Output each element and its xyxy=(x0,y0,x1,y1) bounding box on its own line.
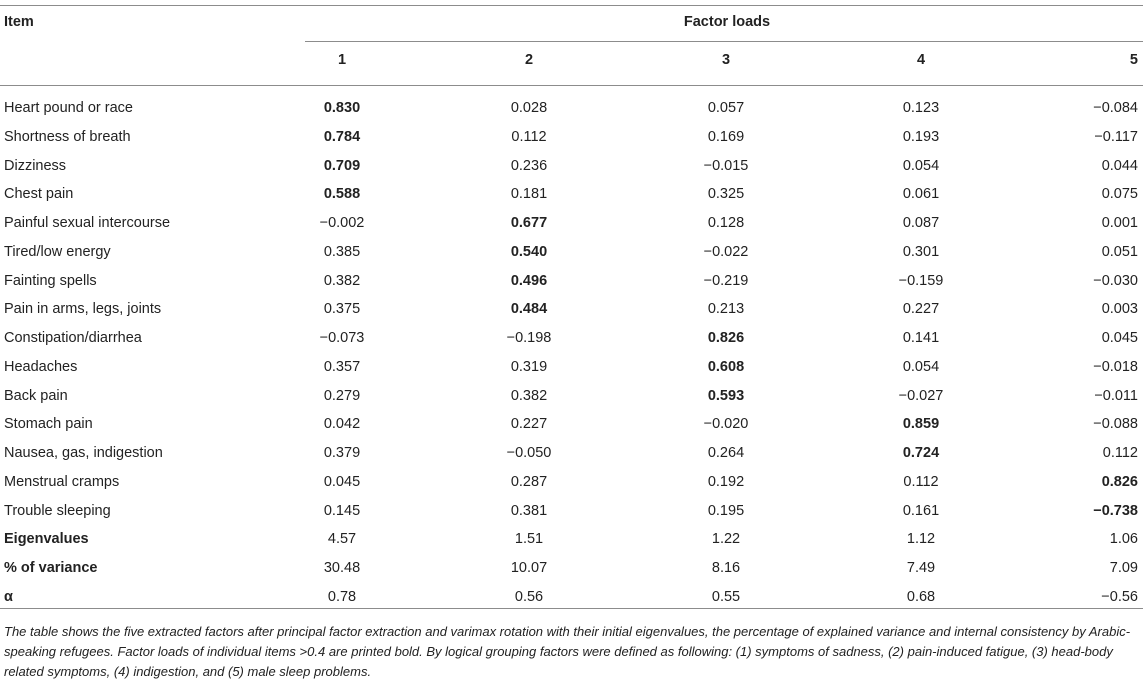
table-cell: −0.073 xyxy=(319,330,365,346)
row-label: α xyxy=(4,588,13,605)
table-cell: 0.677 xyxy=(510,215,548,231)
row-label: Stomach pain xyxy=(4,416,93,433)
factor-loads-header: Factor loads xyxy=(683,14,771,30)
table-cell: 0.484 xyxy=(510,301,548,318)
header-rule xyxy=(0,85,1143,86)
table-cell: 0.075 xyxy=(1101,186,1138,203)
table-cell: 0.826 xyxy=(1101,473,1138,490)
top-rule xyxy=(0,5,1143,6)
table-cell: −0.022 xyxy=(703,243,749,260)
table-cell: 0.227 xyxy=(510,416,548,433)
table-cell: 0.830 xyxy=(323,100,361,116)
table-cell: −0.020 xyxy=(703,416,749,433)
table-cell: −0.084 xyxy=(1093,100,1138,116)
table-cell: 0.028 xyxy=(510,100,548,116)
table-cell: 0.381 xyxy=(510,502,548,519)
table-cell: 0.608 xyxy=(707,358,745,375)
table-cell: 0.195 xyxy=(707,502,745,519)
table-cell: 0.112 xyxy=(511,128,547,145)
row-label: Nausea, gas, indigestion xyxy=(4,445,163,461)
row-label: Dizziness xyxy=(4,157,67,174)
table-cell: −0.56 xyxy=(1101,588,1138,605)
factor-header-3: 3 xyxy=(721,52,731,68)
row-label: Constipation/diarrhea xyxy=(4,330,142,346)
table-cell: 0.169 xyxy=(707,128,745,145)
table-cell: −0.117 xyxy=(1094,128,1138,145)
table-cell: 0.213 xyxy=(707,301,745,318)
row-label: Fainting spells xyxy=(4,272,97,289)
row-label: Pain in arms, legs, joints xyxy=(4,301,162,318)
table-cell: 30.48 xyxy=(323,560,361,576)
group-rule xyxy=(305,41,1143,42)
table-cell: 0.054 xyxy=(902,157,940,174)
table-cell: −0.011 xyxy=(1094,387,1138,404)
table-cell: 0.382 xyxy=(510,387,548,404)
table-cell: 0.55 xyxy=(711,588,741,605)
table-cell: 0.044 xyxy=(1101,157,1138,174)
row-label: Headaches xyxy=(4,358,78,375)
table-cell: 0.057 xyxy=(707,100,745,116)
table-cell: 0.128 xyxy=(707,215,745,231)
row-label: Tired/low energy xyxy=(4,243,111,260)
table-cell: 7.09 xyxy=(1109,560,1138,576)
table-cell: 0.001 xyxy=(1101,215,1138,231)
table-cell: −0.159 xyxy=(898,272,944,289)
table-cell: 0.112 xyxy=(1102,445,1138,461)
table-cell: 0.279 xyxy=(323,387,361,404)
table-cell: 0.181 xyxy=(510,186,548,203)
row-label: % of variance xyxy=(4,560,98,576)
table-cell: 0.385 xyxy=(323,243,361,260)
table-cell: 0.784 xyxy=(323,128,361,145)
table-cell: 0.859 xyxy=(902,416,940,433)
table-cell: −0.198 xyxy=(506,330,552,346)
table-cell: 0.319 xyxy=(510,358,548,375)
row-label: Painful sexual intercourse xyxy=(4,215,171,231)
table-cell: 0.379 xyxy=(323,445,361,461)
table-cell: 0.227 xyxy=(902,301,940,318)
table-cell: −0.002 xyxy=(319,215,365,231)
row-label: Back pain xyxy=(4,387,68,404)
row-label: Chest pain xyxy=(4,186,74,203)
table-cell: 0.588 xyxy=(323,186,361,203)
table-footnote: The table shows the five extracted factors after principal factor extraction and varimax rotation with their initial eigenvalues, the percentage of explained variance and internal consistency by Arabic-speaking refugees. Factor loads of individual items >0.4 are printed bold. By logical grouping factors were defined as following: (1) symptoms of sadness, (2) pain-induced fatigue, (3) head-body related symptoms, (4) indigestion, and (5) male sleep problems. xyxy=(4,624,1131,679)
table-cell: 0.724 xyxy=(902,445,940,461)
table-cell: −0.219 xyxy=(703,272,749,289)
table-cell: 0.375 xyxy=(323,301,361,318)
table-cell: 0.78 xyxy=(327,588,357,605)
table-cell: 0.193 xyxy=(902,128,940,145)
table-cell: 0.56 xyxy=(514,588,544,605)
table-cell: 1.12 xyxy=(906,531,936,548)
table-cell: −0.030 xyxy=(1093,272,1138,289)
factor-header-5: 5 xyxy=(1129,52,1138,68)
table-cell: −0.027 xyxy=(898,387,944,404)
table-cell: 0.709 xyxy=(323,157,361,174)
table-cell: −0.050 xyxy=(506,445,552,461)
table-cell: −0.738 xyxy=(1093,502,1138,519)
table-cell: 0.054 xyxy=(902,358,940,375)
table-cell: 0.145 xyxy=(323,502,361,519)
table-cell: 10.07 xyxy=(510,560,548,576)
factor-header-1: 1 xyxy=(337,52,347,68)
table-cell: 0.325 xyxy=(707,186,745,203)
table-cell: 1.06 xyxy=(1109,531,1138,548)
row-label: Trouble sleeping xyxy=(4,502,111,519)
factor-header-4: 4 xyxy=(916,52,926,68)
table-cell: 0.264 xyxy=(707,445,745,461)
table-cell: −0.018 xyxy=(1093,358,1138,375)
table-cell: 0.123 xyxy=(902,100,940,116)
table-cell: 0.061 xyxy=(902,186,940,203)
table-cell: 0.112 xyxy=(903,473,939,490)
factor-header-2: 2 xyxy=(524,52,534,68)
table-cell: 0.540 xyxy=(510,243,548,260)
table-cell: 0.045 xyxy=(323,473,361,490)
table-cell: 0.051 xyxy=(1101,243,1138,260)
table-cell: −0.015 xyxy=(703,157,749,174)
table-cell: 0.593 xyxy=(707,387,745,404)
table-cell: 0.826 xyxy=(707,330,745,346)
table-cell: 0.087 xyxy=(902,215,940,231)
row-label: Shortness of breath xyxy=(4,128,131,145)
table-cell: 0.042 xyxy=(323,416,361,433)
table-cell: 1.51 xyxy=(514,531,544,548)
item-column-header: Item xyxy=(4,14,34,30)
table-cell: 0.68 xyxy=(906,588,936,605)
table-cell: 0.161 xyxy=(902,502,940,519)
table-cell: 0.301 xyxy=(902,243,940,260)
bottom-rule xyxy=(0,608,1143,609)
table-cell: −0.088 xyxy=(1093,416,1138,433)
row-label: Heart pound or race xyxy=(4,100,133,116)
table-cell: 8.16 xyxy=(711,560,741,576)
table-cell: 0.496 xyxy=(510,272,548,289)
table-cell: 1.22 xyxy=(711,531,741,548)
table-cell: 0.357 xyxy=(323,358,361,375)
table-cell: 4.57 xyxy=(327,531,357,548)
table-cell: 0.236 xyxy=(510,157,548,174)
table-cell: 0.141 xyxy=(902,330,940,346)
table-cell: 0.192 xyxy=(707,473,745,490)
table-cell: 0.382 xyxy=(323,272,361,289)
table-cell: 0.287 xyxy=(510,473,548,490)
row-label: Menstrual cramps xyxy=(4,473,120,490)
table-cell: 0.003 xyxy=(1101,301,1138,318)
row-label: Eigenvalues xyxy=(4,531,89,548)
table-cell: 7.49 xyxy=(906,560,936,576)
table-cell: 0.045 xyxy=(1101,330,1138,346)
